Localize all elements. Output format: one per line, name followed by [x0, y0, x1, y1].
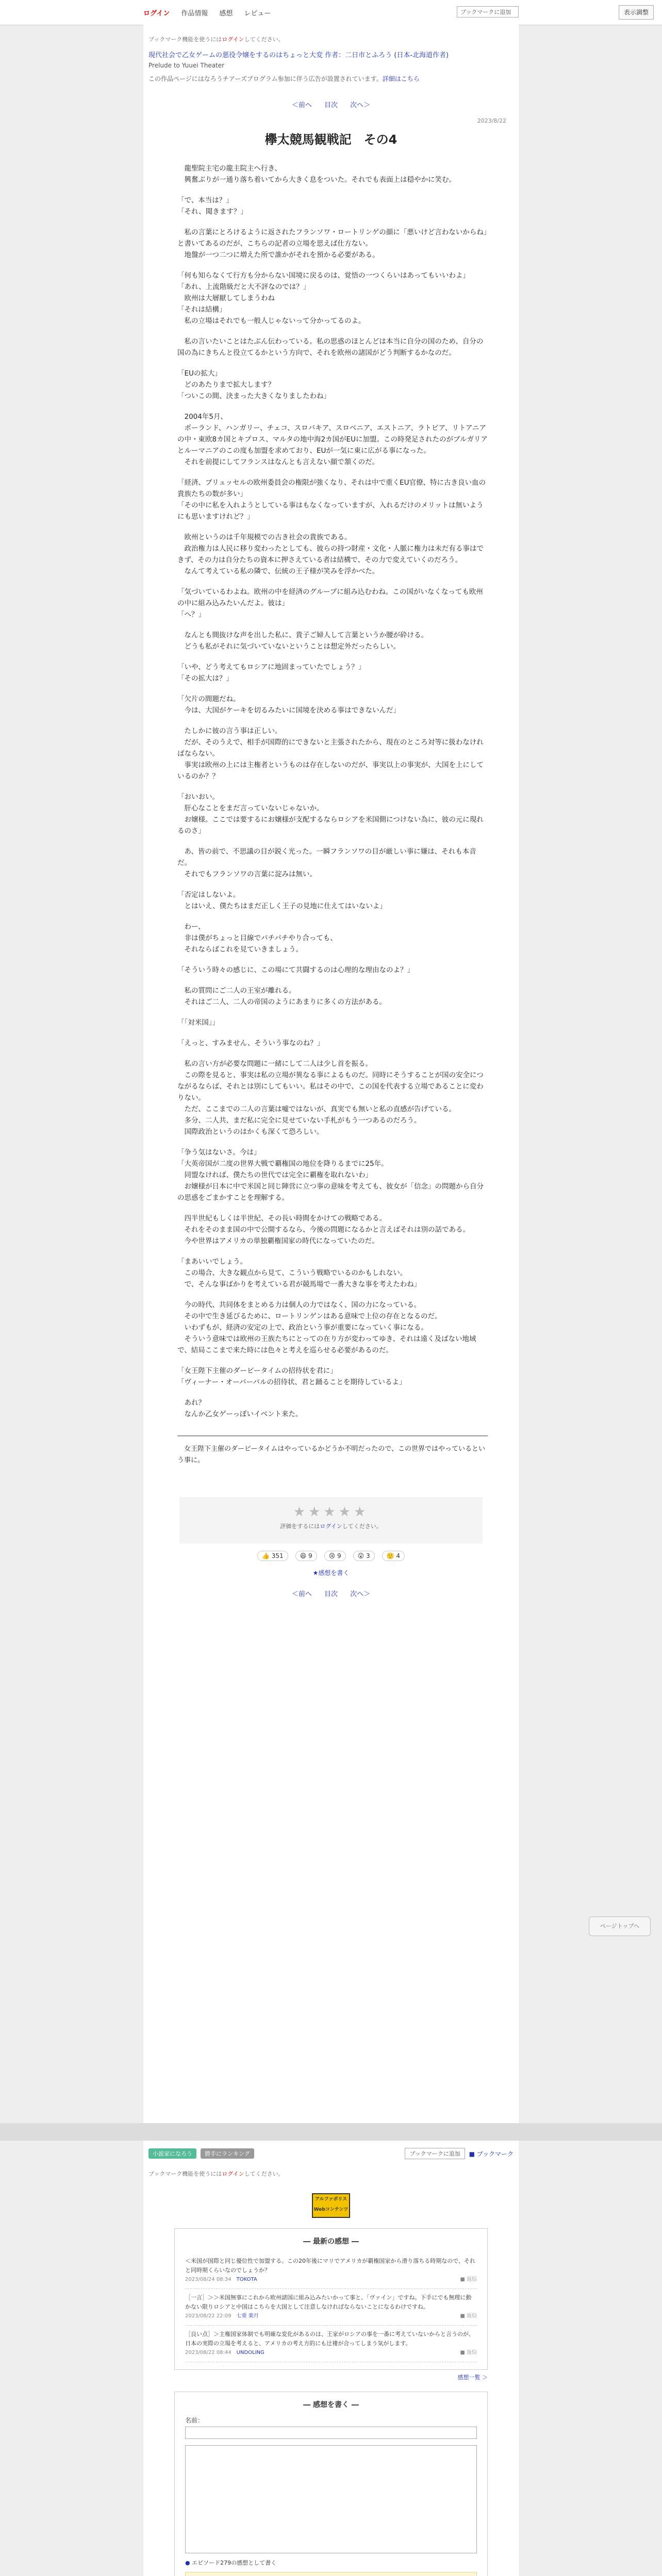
reaction-count: 351: [271, 1552, 284, 1560]
top-nav-inner: [143, 0, 519, 25]
review-text: ＜米国が国際と同じ優位性で加盟する。この20年後にマリでアメリカが覇権国家から滑り落ちる時期なので、それと同時期くらいなのでしょうか？: [185, 2258, 476, 2274]
bookmark-note-text: ブックマーク機能を使うには: [148, 36, 222, 43]
bookmark-add-box[interactable]: ブックマークに追加: [457, 6, 519, 18]
bookmark-note-suffix: してください。: [244, 36, 284, 43]
pager-top: [143, 99, 519, 109]
reaction-icon: 👍: [262, 1552, 272, 1560]
reviews-more-link[interactable]: 感想一覧 ＞: [457, 2374, 488, 2381]
reaction-count: 9: [308, 1552, 312, 1560]
guideline-info: [185, 2572, 477, 2576]
body-paragraph: あれ？ なんか乙女ゲーっぽいイベント来た。: [184, 1398, 303, 1418]
name-input[interactable]: [185, 2427, 477, 2439]
bookmark-note-lower-suffix: してください。: [244, 2171, 284, 2177]
write-review-title: ― 感想を書く ―: [303, 2401, 359, 2409]
reaction-icon: 🙂: [386, 1552, 396, 1560]
rating-note-suffix: してください。: [342, 1522, 382, 1530]
feelings-link[interactable]: 感想: [219, 9, 233, 18]
reaction-icon: 😢: [328, 1552, 337, 1560]
top-nav: [0, 0, 662, 25]
review-meta: [185, 2312, 477, 2321]
bookmark-note-lower-text: ブックマーク機能を使うには: [148, 2171, 222, 2177]
reading-page: [143, 25, 519, 2123]
body-paragraph: 「EUの拡大」 どのあたりまで拡大します？ 「ついこの間、決まった大きくなりましたわね」: [177, 369, 330, 400]
next-link[interactable]: 次へ＞: [350, 101, 371, 109]
review-reply-link[interactable]: ■ 返信: [460, 2313, 477, 2319]
bookmark-add-button[interactable]: ブックマークに追加: [405, 2148, 465, 2159]
name-label: 名前：: [185, 2417, 204, 2424]
write-feeling-link[interactable]: ★感想を書く: [312, 1569, 350, 1577]
works-info-link[interactable]: 作品情報: [181, 9, 208, 18]
body-paragraph: 「おいおい。 肝心なことをまだ言っていないじゃないか。 お嬢様。ここでは要するにお嬢様が支配するならロシアを米国側につけない為に、彼の元に現れるのさ」: [177, 792, 484, 835]
review-text: ［一言］＞＞米国無事にこれから欧州諸国に組み込みたいかって事と、「ヴァイン」ですね。下手にでも無理に動かない限りロシアと中国はこちらを大国として注意しなければならないことになるわけですね。: [185, 2294, 472, 2310]
review-meta: [185, 2348, 477, 2358]
review-text: ［良い点］＞主権国家体制でも明確な変化があるのは、王家がロシアの事を一番に考えていないからと言うのが、日本の実際の立場を考えると、アメリカの考え方的にも辻褄が合ってしまう気がします。: [185, 2331, 474, 2347]
body-paragraph: 「気づいているわよね。欧州の中を経済のグループに組み込むわね。この国がいなくなっても欧州の中に組み込みたいんだよ。彼は」 「へ？」: [177, 587, 483, 619]
review-list: [185, 2252, 477, 2362]
pager-bottom: [143, 1588, 519, 1598]
index-link[interactable]: 目次: [324, 101, 338, 109]
body-paragraph: 私の言いたいことはたぶん伝わっている。私の思惑のほとんどは本当に自分の国のため、自分の国の為にきちんと役立てるかという方向で、それを欧州の諸国がどう判断するかなのだ。: [177, 337, 484, 357]
rating-note: [179, 1522, 483, 1530]
review-reply-link[interactable]: ■ 返信: [460, 2350, 477, 2355]
reaction-button[interactable]: [382, 1551, 405, 1561]
review-reply-link[interactable]: ■ 返信: [460, 2277, 477, 2282]
lower-top-bar: [143, 2141, 519, 2159]
review-item: [185, 2252, 477, 2289]
body-paragraph: 2004年5月、 ポーランド、ハンガリー、チェコ、スロバキア、スロベニア、エストニア、ラトビア、リトアニアの中・東欧8カ国とキプロス、マルタの地中海2カ国がEUに加盟。この時発足されたのがブルガリアとルーマニアのこの度も加盟を求めており、EUが一気に東に広がる事になった。 それを前提にしてフランスはなんとも言えない顔で頷くのだ。: [177, 412, 488, 466]
chapter-title: 欅太競馬観戦記 その4: [264, 132, 398, 147]
latest-reviews-title: ― 最新の感想 ―: [303, 2238, 359, 2246]
novel-title[interactable]: 現代社会で乙女ゲームの悪役令嬢をするのはちょっと大変 作者：二日市とふろう (日本-北海道作者): [148, 52, 449, 59]
review-user-link[interactable]: TOKOTA: [236, 2277, 257, 2282]
body-paragraph: 龍聖院主宅の龍主院主へ行き、 興奮ぶりが一通り落ち着いてから大きく息をついた。それでも表面上は穏やかに笑む。: [184, 164, 456, 184]
body-paragraph: 四半世紀もしくは半世紀、その長い時間をかけての戦略である。 それをそのまま国の中で公開するなら、今後の問題になるかと言えばそれは別の話である。 今や世界はアメリカの単独覇権国家の時代になっていたのだ。: [184, 1214, 470, 1245]
body-paragraph: 「否定はしないよ。 とはいえ、僕たちはまだ正しく王子の見地に仕えてはいないよ」: [177, 890, 387, 910]
body-paragraph: 「まあいいでしょう。 この場合、大きな観点から見て、こういう戦略でいるのかもしれない。 で、そんな事ばかりを考えている君が競馬場で一番大きな事を考えたわね」: [177, 1257, 421, 1289]
checkbox-icon[interactable]: ●: [185, 2560, 190, 2566]
reaction-bar: [143, 1551, 519, 1561]
section-divider: [0, 2123, 662, 2141]
review-item: [185, 2289, 477, 2326]
review-date: 2023/08/22 22:09: [185, 2313, 237, 2319]
review-user-link[interactable]: UNDOLING: [236, 2350, 264, 2355]
body-paragraph: 「「対米国」」: [177, 1018, 219, 1027]
ad-guide-text: この作品ページにはなろうチアーズプログラム参加に伴う広告が設置されています。: [148, 75, 383, 82]
reaction-icon: 😮: [357, 1552, 366, 1560]
review-textarea[interactable]: [185, 2445, 477, 2553]
review-user-link[interactable]: 七重 楽月: [236, 2313, 259, 2319]
write-review-box: [174, 2392, 488, 2576]
body-paragraph: あ、皆の前で、不思議の目が鋭く光った。一瞬フランソワの目が厳しい事に嫌は、それも本音だ。 それでもフランソワの言葉に淀みは無い。: [177, 847, 476, 878]
display-settings-button[interactable]: 表示調整: [619, 5, 654, 20]
reaction-button[interactable]: [353, 1551, 375, 1561]
body-paragraph: 「欠片の間題だね。 今は、大国がケーキを切るみたいに国境を決める事はできないんだ」: [177, 694, 400, 715]
afterword: 女王陛下主催のダービータイムはやっているかどうか不明だったので、この世界ではやっているという事に。: [177, 1435, 488, 1466]
post-date: 2023/8/22: [477, 117, 506, 124]
lower-page: [143, 2141, 519, 2576]
reaction-icon: 😆: [300, 1552, 308, 1560]
login-link[interactable]: ログイン: [143, 9, 170, 18]
body-paragraph: 欧州というのは千年規模での古き社会の貴族である。 政治権力は人民に移り変わったとしても、彼らの持つ財産・文化・人脈に権力は未だ有る事はできず、その力は自分たちの資本に押さえている者は結構で、その力で変えていくのだろう。 なんて考えている私の隣で、伝統の王子様が笑みを浮かべた。: [177, 533, 484, 575]
reaction-button[interactable]: [295, 1551, 317, 1561]
body-paragraph: わー、 非は僕がちょっと目線でパチパチやり合っても、 それならばこれを見ていきましょう。: [184, 922, 337, 954]
reaction-count: 3: [366, 1552, 370, 1560]
prev-link[interactable]: ＜前へ: [291, 101, 312, 109]
review-meta: [185, 2275, 477, 2284]
chapter-body: [143, 163, 519, 1420]
reaction-count: 4: [396, 1552, 400, 1560]
body-paragraph: 「いや、どう考えてもロシアに地固まっていたでしょう？」 「その拡大は？」: [177, 663, 366, 683]
reaction-button[interactable]: [257, 1551, 288, 1561]
page-top-button[interactable]: ページトップへ: [589, 1917, 651, 1936]
tag-narou[interactable]: 小説家になろう: [148, 2148, 196, 2159]
bookmark-login-link-lower[interactable]: ログイン: [222, 2171, 244, 2177]
body-paragraph: 私の言葉にとろけるように返されたフランソワ・ロートリンゲの顔に「悪いけど言わないからね」と書いてあるのだが、こちらの記者の立場を思えば仕方ない。 地盤が一つ二つに増えた所で誰かがそれを預かる必要がある。: [177, 228, 487, 259]
body-paragraph: 「争う気はないさ。今は」 「大英帝国が二度の世界大戦で覇権国の地位を降りるまでに25年。 同盟なければ、僕たちの世代では完全に覇権を取れないわ」 お嬢様が日本に中で米国と同じ陣営に立つ事の意味を考えても、彼女が「信念」の問題から自分の思惑をごまかすことを理解する。: [177, 1148, 484, 1202]
bookmark-note: [143, 25, 519, 46]
ranking-banner[interactable]: アルファポリス Webコンテンツ: [312, 2193, 350, 2218]
tag-ranking[interactable]: 勝手にランキング: [201, 2148, 254, 2159]
rating-note-text: 評価をするには: [280, 1522, 320, 1530]
reaction-count: 9: [337, 1552, 341, 1560]
body-paragraph: 私の質問にご二人の王室が離れる。 それはご二人、二人の帝国のようにあまりに多くの方法がある。: [184, 986, 386, 1006]
next-link-bottom[interactable]: 次へ＞: [350, 1590, 371, 1598]
body-paragraph: 「で、本当は？」 「それ、聞きます？」: [177, 196, 247, 216]
body-paragraph: 私の言い方が必要な問題に一緒にして二人は少し首を振る。 この際を見ると、事実は私の立場が異なる事によるものだ。同時にそうすることが国の安全につながるならば、それとは別にしてもいい。私はその中で、この国を代表する立場であることに変わりない。 ただ、ここまでの二人の言葉は嘘ではないが、真実でも無いと私の直感が告げている。 多分、二人共、まだ私に完全に見せていない手札がもう一つあるのだろう。 国際政治というのはかくも深くて恐ろしい。: [177, 1059, 484, 1136]
body-paragraph: 「経済、ブリュッセルの欧州委員会の権限が強くなり、それは中で重くEU官僚、特に古き良い血の貴族たちの数が多い」 「その中に私を入れようとしている事はもなくなっていますが、入れるだけのメリットは無いようにも思いますけれど？」: [177, 478, 486, 521]
review-item: [185, 2326, 477, 2362]
form-spacer: [185, 2439, 477, 2445]
latest-reviews-box: [174, 2228, 488, 2370]
bookmark-note-lower: [143, 2159, 519, 2181]
bookmark-link[interactable]: ■ ブックマーク: [469, 2150, 514, 2158]
body-paragraph: 今の時代、共同体をまとめる力は個人の力ではなく、国の力になっている。 その中で生き延びるために、ロートリンゲンはある意味で上位の存在となるのだ。 いわずもが、経済の安定の上で、政治という事が重要になっていく事になる。 そういう意味では欧州の王族たちにとっての在り方が変わってゆき、それは遠く及ばない地域で、結局ここまで来た時には色々と考えを巡らせる必要があるのだ。: [177, 1300, 476, 1354]
lower-right-actions: [405, 2148, 514, 2159]
bookmark-login-link[interactable]: ログイン: [222, 36, 244, 43]
index-link-bottom[interactable]: 目次: [324, 1590, 338, 1598]
ad-guide: [143, 69, 519, 88]
prev-link-bottom[interactable]: ＜前へ: [291, 1590, 312, 1598]
review-link[interactable]: レビュー: [244, 9, 271, 18]
review-date: 2023/08/22 08:44: [185, 2350, 237, 2355]
body-paragraph: たしかに彼の言う事は正しい。 だが、そのうえで、相手が国際的にできないと主張されたから、現在のところ対等に扱わなければならない。 事実は欧州の上には主権者というものは存在しないのだが、事実以上の事実が、大国を上にしているのか？？: [177, 726, 484, 781]
body-paragraph: 「えっと、すみません、そういう事なのね？」: [177, 1039, 324, 1047]
body-paragraph: 「そういう時々の感じに、この場にて共闘するのは心理的な理由なのよ？」: [177, 965, 414, 974]
review-date: 2023/08/24 08:34: [185, 2277, 237, 2282]
reaction-button[interactable]: [324, 1551, 346, 1561]
ad-guide-link[interactable]: 詳細はこちら: [382, 75, 420, 82]
rating-login-link[interactable]: ログイン: [320, 1522, 342, 1530]
novel-subtitle: Prelude to Yuuei Theater: [148, 61, 225, 69]
body-paragraph: 「女王陛下主催のダービータイムの招待状を君に」 「ヴィーナー・オーバーバルの招待状、君と踊ることを期待しているよ」: [177, 1366, 406, 1386]
episode-checkbox-row[interactable]: [185, 2558, 477, 2567]
episode-checkbox-label: エピソード279の感想として書く: [192, 2560, 277, 2566]
rating-stars[interactable]: ★★★★★: [293, 1504, 369, 1520]
body-paragraph: 「何も知らなくて行方も分からない国境に戻るのは、覚悟の一つくらいはあってもいいわよ」 「あれ、上流階級だと大不評なのでは？」 欧州は大層厭してしまうわね 「それは結構」 私の立場はそれでも一般人じゃないって分かってるのよ。: [177, 271, 470, 325]
body-paragraph: なんとも間抜けな声を出した私に、貴子ご婦人して言葉というか腰が砕ける。 どうも私がそれに気づいていないということは想定外だったらしい。: [184, 631, 428, 651]
rating-box: [179, 1497, 483, 1544]
